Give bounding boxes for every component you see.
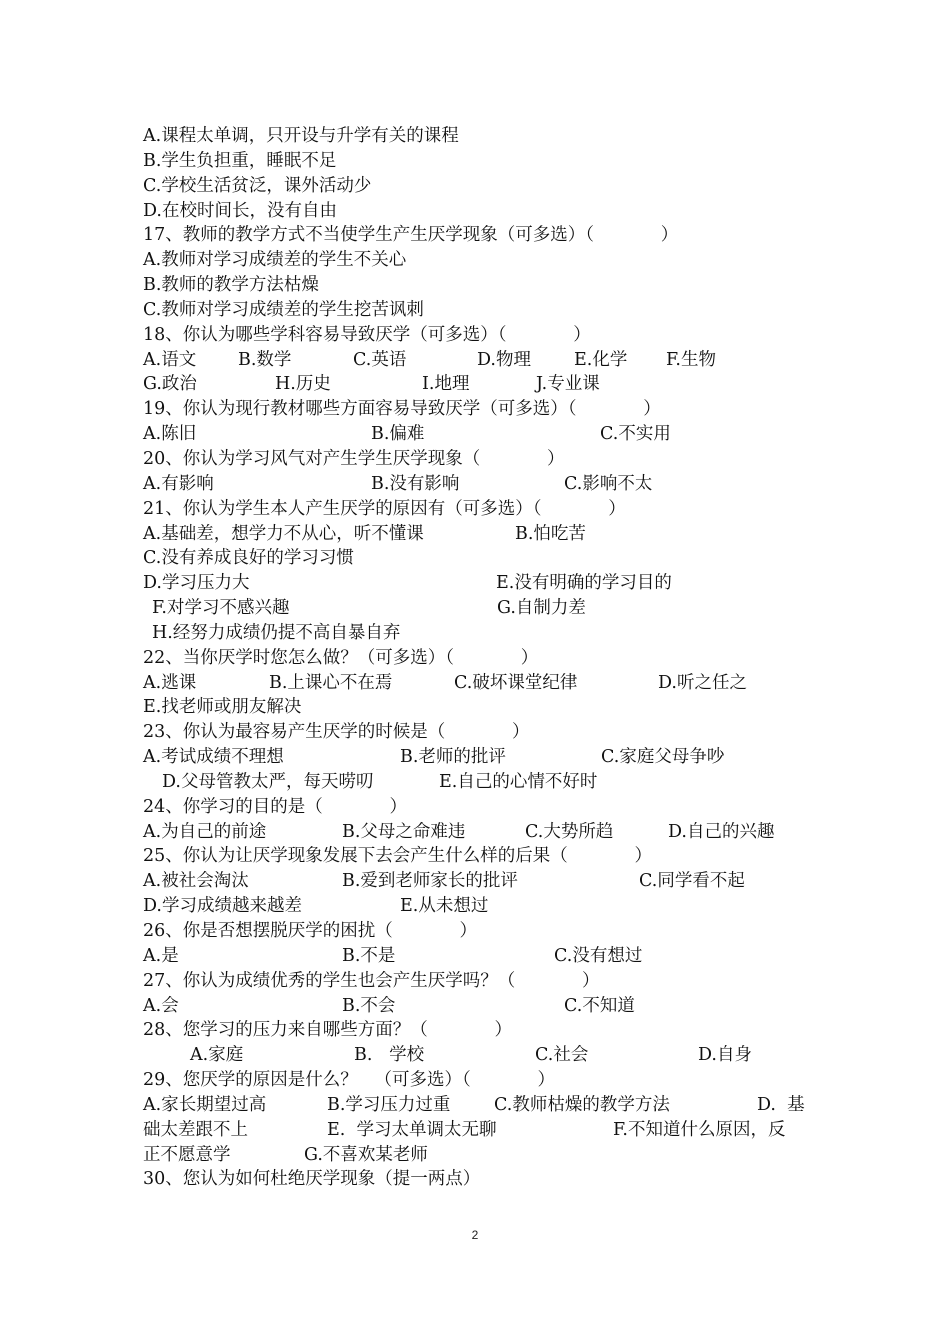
question-text: 26、你是否想摆脱厌学的困扰（ ） bbox=[143, 921, 478, 941]
option-text: A.是 bbox=[143, 945, 179, 966]
question-27 bbox=[143, 969, 823, 994]
option-text: F.对学习不感兴趣 bbox=[152, 598, 290, 619]
option-text: C.教师对学习成绩差的学生挖苦讽刺 bbox=[143, 299, 424, 320]
question-29 bbox=[143, 1068, 823, 1093]
option-text: B.怕吃苦 bbox=[515, 523, 586, 544]
question-text: 25、你认为让厌学现象发展下去会产生什么样的后果（ ） bbox=[143, 846, 653, 867]
option-text: C.社会 bbox=[535, 1045, 589, 1066]
option-text: B.不是 bbox=[342, 945, 396, 966]
option-text: A.被社会淘汰 bbox=[143, 871, 249, 892]
option-line bbox=[143, 770, 823, 795]
option-line bbox=[143, 348, 823, 373]
question-text: 19、你认为现行教材哪些方面容易导致厌学（可多选）（ ） bbox=[143, 399, 661, 420]
option-text: B.爱到老师家长的批评 bbox=[342, 871, 518, 892]
option-text: D.物理 bbox=[477, 349, 531, 370]
question-28 bbox=[143, 1018, 823, 1043]
question-text: 22、当你厌学时您怎么做？（可多选）（ ） bbox=[143, 647, 539, 668]
option-text: G.自制力差 bbox=[497, 598, 586, 619]
text-segment: D.在校时间长，没有自由 bbox=[143, 200, 337, 221]
question-30 bbox=[143, 1167, 823, 1192]
option-text: E.没有明确的学习目的 bbox=[496, 573, 672, 594]
option-line bbox=[143, 820, 823, 845]
option-line bbox=[143, 994, 823, 1019]
option-line bbox=[143, 745, 823, 770]
option-text: D.听之任之 bbox=[658, 672, 747, 693]
question-text: 27、你认为成绩优秀的学生也会产生厌学吗？（ ） bbox=[143, 970, 600, 991]
option-line bbox=[143, 298, 823, 323]
option-text: C.破坏课堂纪律 bbox=[454, 672, 578, 693]
option-text: D.自身 bbox=[698, 1045, 752, 1066]
option-line bbox=[143, 1118, 823, 1143]
option-text: 础太差跟不上 bbox=[143, 1119, 248, 1140]
option-line bbox=[143, 695, 823, 720]
option-text: A.考试成绩不理想 bbox=[143, 747, 284, 768]
option-text: E.化学 bbox=[574, 349, 628, 370]
option-line bbox=[143, 522, 823, 547]
option-line bbox=[143, 944, 823, 969]
question-text: 18、你认为哪些学科容易导致厌学（可多选）（ ） bbox=[143, 324, 591, 345]
option-text: C.教师枯燥的教学方法 bbox=[494, 1094, 670, 1115]
option-text: C.没有想过 bbox=[554, 945, 643, 966]
option-line bbox=[143, 1143, 823, 1168]
option-text: C.英语 bbox=[353, 349, 407, 370]
text-line bbox=[143, 149, 823, 174]
question-text: 17、教师的教学方式不当使学生产生厌学现象（可多选）（ ） bbox=[143, 225, 679, 246]
question-text: 20、你认为学习风气对产生学生厌学现象（ ） bbox=[143, 448, 565, 469]
option-text: A.语文 bbox=[143, 349, 197, 370]
option-line bbox=[143, 1043, 823, 1068]
question-24 bbox=[143, 795, 823, 820]
option-text: A.家庭 bbox=[190, 1045, 244, 1066]
text-segment: B.学生负担重，睡眠不足 bbox=[143, 150, 337, 171]
question-23 bbox=[143, 720, 823, 745]
option-text: A.陈旧 bbox=[143, 424, 197, 445]
question-20 bbox=[143, 447, 823, 472]
question-19 bbox=[143, 397, 823, 422]
option-text: B.父母之命难违 bbox=[342, 821, 466, 842]
option-text: C.大势所趋 bbox=[525, 821, 614, 842]
option-text: H.经努力成绩仍提不高自暴自弃 bbox=[152, 622, 401, 643]
option-text: C.没有养成良好的学习习惯 bbox=[143, 548, 354, 569]
questionnaire-body bbox=[143, 124, 823, 1192]
option-line bbox=[143, 671, 823, 696]
option-text: E. 学习太单调太无聊 bbox=[327, 1119, 497, 1140]
option-text: B.不会 bbox=[342, 995, 396, 1016]
option-line bbox=[143, 472, 823, 497]
question-text: 24、你学习的目的是（ ） bbox=[143, 796, 408, 817]
option-text: A.为自己的前途 bbox=[143, 821, 267, 842]
option-line bbox=[143, 1093, 823, 1118]
option-text: D.学习压力大 bbox=[143, 573, 250, 594]
option-text: 正不愿意学 bbox=[143, 1144, 231, 1165]
option-text: G.不喜欢某老师 bbox=[304, 1144, 428, 1165]
option-line bbox=[143, 596, 823, 621]
question-text: 23、你认为最容易产生厌学的时候是（ ） bbox=[143, 722, 530, 743]
option-text: F.不知道什么原因，反 bbox=[613, 1119, 786, 1140]
option-line bbox=[143, 869, 823, 894]
option-line bbox=[143, 372, 823, 397]
text-line bbox=[143, 199, 823, 224]
option-line bbox=[143, 546, 823, 571]
option-text: B.没有影响 bbox=[371, 473, 460, 494]
option-text: H.历史 bbox=[275, 374, 331, 395]
question-25 bbox=[143, 844, 823, 869]
option-text: D.学习成绩越来越差 bbox=[143, 896, 302, 917]
question-text: 30、您认为如何杜绝厌学现象（提一两点） bbox=[143, 1169, 481, 1190]
question-22 bbox=[143, 646, 823, 671]
option-text: C.影响不太 bbox=[564, 473, 653, 494]
option-line bbox=[143, 273, 823, 298]
option-text: C.不实用 bbox=[600, 424, 671, 445]
option-text: B.学习压力过重 bbox=[327, 1094, 451, 1115]
question-26 bbox=[143, 919, 823, 944]
option-line bbox=[143, 621, 823, 646]
question-text: 28、您学习的压力来自哪些方面？（ ） bbox=[143, 1020, 513, 1041]
option-text: J.专业课 bbox=[536, 374, 600, 395]
option-text: E.自己的心情不好时 bbox=[439, 771, 598, 792]
text-line bbox=[143, 124, 823, 149]
option-text: G.政治 bbox=[143, 374, 197, 395]
option-text: C.不知道 bbox=[564, 995, 635, 1016]
option-text: A.基础差，想学力不从心，听不懂课 bbox=[143, 523, 424, 544]
option-text: B.偏难 bbox=[371, 424, 425, 445]
option-text: A.会 bbox=[143, 995, 179, 1016]
page-number: 2 bbox=[471, 1228, 479, 1242]
option-text: D.自己的兴趣 bbox=[668, 821, 775, 842]
option-line bbox=[143, 422, 823, 447]
option-text: F.生物 bbox=[666, 349, 716, 370]
question-18 bbox=[143, 323, 823, 348]
option-text: A.逃课 bbox=[143, 672, 197, 693]
option-line bbox=[143, 894, 823, 919]
option-text: B.教师的教学方法枯燥 bbox=[143, 275, 319, 296]
text-segment: A.课程太单调，只开设与升学有关的课程 bbox=[143, 126, 459, 146]
option-text: I.地理 bbox=[422, 374, 470, 395]
option-text: A.有影响 bbox=[143, 473, 214, 494]
option-line bbox=[143, 571, 823, 596]
option-text: B.数学 bbox=[238, 349, 292, 370]
option-text: D. 基 bbox=[757, 1094, 805, 1115]
question-text: 21、你认为学生本人产生厌学的原因有（可多选）（ ） bbox=[143, 498, 626, 519]
text-line bbox=[143, 174, 823, 199]
option-text: A.家长期望过高 bbox=[143, 1094, 267, 1115]
option-text: E.找老师或朋友解决 bbox=[143, 697, 302, 718]
option-line bbox=[143, 248, 823, 273]
question-text: 29、您厌学的原因是什么？ （可多选）（ ） bbox=[143, 1070, 555, 1091]
option-text: D.父母管教太严，每天唠叨 bbox=[162, 771, 374, 792]
question-21 bbox=[143, 497, 823, 522]
option-text: B.上课心不在焉 bbox=[269, 672, 393, 693]
text-segment: C.学校生活贫泛，课外活动少 bbox=[143, 175, 372, 196]
option-text: B.老师的批评 bbox=[400, 747, 506, 768]
option-text: C.同学看不起 bbox=[639, 871, 745, 892]
option-text: E.从未想过 bbox=[400, 896, 489, 917]
option-text: A.教师对学习成绩差的学生不关心 bbox=[143, 250, 407, 271]
question-17 bbox=[143, 223, 823, 248]
option-text: B. 学校 bbox=[354, 1045, 425, 1066]
option-text: C.家庭父母争吵 bbox=[601, 747, 725, 768]
